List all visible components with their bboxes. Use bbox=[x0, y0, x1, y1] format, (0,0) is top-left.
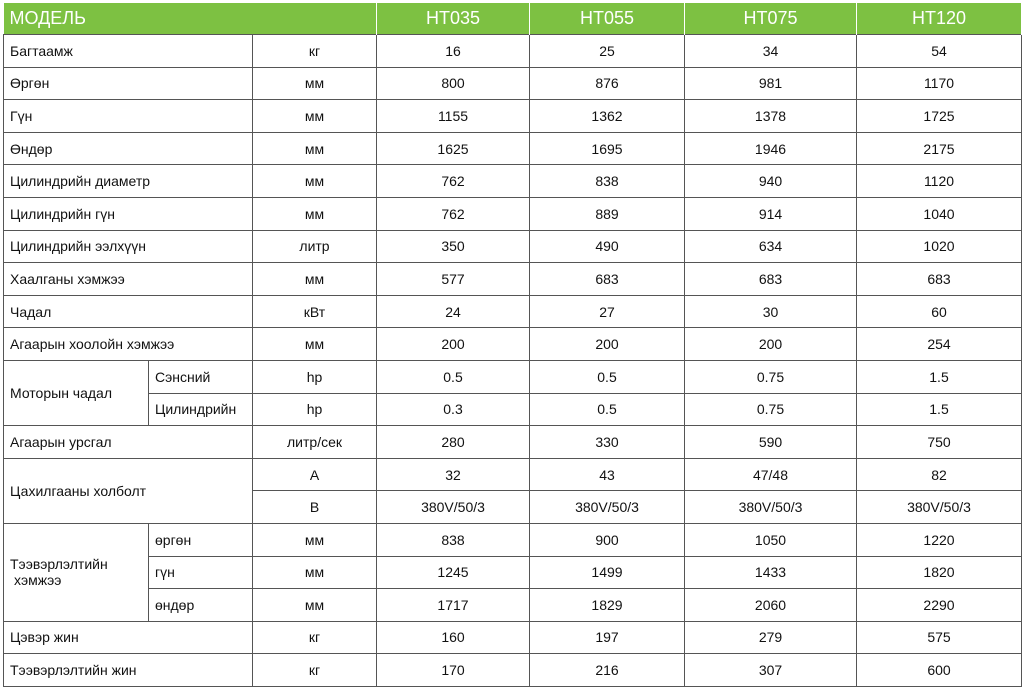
row-label: Агаарын хоолойн хэмжээ bbox=[4, 328, 253, 361]
value-cell: 16 bbox=[377, 35, 530, 68]
header-row bbox=[4, 3, 1022, 35]
motor-label: Моторын чадал bbox=[4, 360, 149, 425]
row-label: Цэвэр жин bbox=[4, 621, 253, 654]
unit-cell: кг bbox=[253, 35, 377, 68]
unit-cell: B bbox=[253, 491, 377, 524]
unit-cell: мм bbox=[253, 197, 377, 230]
value-cell: 27 bbox=[530, 295, 685, 328]
value-cell: 762 bbox=[377, 197, 530, 230]
value-cell: 350 bbox=[377, 230, 530, 263]
value-cell: 2060 bbox=[685, 589, 857, 622]
value-cell: 1433 bbox=[685, 556, 857, 589]
value-cell: 1820 bbox=[857, 556, 1022, 589]
packaging-label bbox=[4, 523, 149, 621]
row-label: Цилиндрийн диаметр bbox=[4, 165, 253, 198]
value-cell: 838 bbox=[377, 523, 530, 556]
value-cell: 200 bbox=[377, 328, 530, 361]
value-cell: 1170 bbox=[857, 67, 1022, 100]
value-cell: 279 bbox=[685, 621, 857, 654]
value-cell: 1717 bbox=[377, 589, 530, 622]
value-cell: 876 bbox=[530, 67, 685, 100]
table-row bbox=[4, 654, 1022, 687]
value-cell: 47/48 bbox=[685, 458, 857, 491]
unit-cell: hp bbox=[253, 393, 377, 426]
row-label: Багтаамж bbox=[4, 35, 253, 68]
value-cell: 54 bbox=[857, 35, 1022, 68]
table-row bbox=[4, 165, 1022, 198]
packaging-label-line2: хэмжээ bbox=[14, 572, 62, 589]
value-cell: 1040 bbox=[857, 197, 1022, 230]
value-cell: 160 bbox=[377, 621, 530, 654]
value-cell: 43 bbox=[530, 458, 685, 491]
value-cell: 2290 bbox=[857, 589, 1022, 622]
value-cell: 981 bbox=[685, 67, 857, 100]
row-label: Цилиндрийн гүн bbox=[4, 197, 253, 230]
unit-cell: мм bbox=[253, 67, 377, 100]
unit-cell: мм bbox=[253, 523, 377, 556]
table-row bbox=[4, 295, 1022, 328]
electric-row bbox=[4, 458, 1022, 491]
value-cell: 634 bbox=[685, 230, 857, 263]
sub-label: өндөр bbox=[149, 589, 253, 622]
value-cell: 254 bbox=[857, 328, 1022, 361]
table-row bbox=[4, 100, 1022, 133]
value-cell: 750 bbox=[857, 426, 1022, 459]
value-cell: 800 bbox=[377, 67, 530, 100]
row-label: Цилиндрийн ээлхүүн bbox=[4, 230, 253, 263]
value-cell: 0.75 bbox=[685, 360, 857, 393]
sub-label: Сэнсний bbox=[149, 360, 253, 393]
value-cell: 1362 bbox=[530, 100, 685, 133]
row-label: Хаалганы хэмжээ bbox=[4, 263, 253, 296]
value-cell: 590 bbox=[685, 426, 857, 459]
value-cell: 1120 bbox=[857, 165, 1022, 198]
value-cell: 1378 bbox=[685, 100, 857, 133]
value-cell: 1.5 bbox=[857, 360, 1022, 393]
table-row bbox=[4, 67, 1022, 100]
value-cell: 1220 bbox=[857, 523, 1022, 556]
model-ht120: HT120 bbox=[857, 3, 1022, 35]
unit-cell: литр bbox=[253, 230, 377, 263]
table-row bbox=[4, 197, 1022, 230]
value-cell: 683 bbox=[857, 263, 1022, 296]
value-cell: 280 bbox=[377, 426, 530, 459]
model-ht055: HT055 bbox=[530, 3, 685, 35]
value-cell: 575 bbox=[857, 621, 1022, 654]
value-cell: 0.3 bbox=[377, 393, 530, 426]
value-cell: 380V/50/3 bbox=[857, 491, 1022, 524]
model-ht035: HT035 bbox=[377, 3, 530, 35]
unit-cell: мм bbox=[253, 165, 377, 198]
packaging-row bbox=[4, 589, 1022, 622]
value-cell: 200 bbox=[530, 328, 685, 361]
airflow-row bbox=[4, 426, 1022, 459]
unit-cell: мм bbox=[253, 589, 377, 622]
row-label: Өндөр bbox=[4, 132, 253, 165]
value-cell: 1050 bbox=[685, 523, 857, 556]
value-cell: 1155 bbox=[377, 100, 530, 133]
row-label: Чадал bbox=[4, 295, 253, 328]
unit-cell: мм bbox=[253, 328, 377, 361]
unit-cell: мм bbox=[253, 556, 377, 589]
row-label: Өргөн bbox=[4, 67, 253, 100]
row-label: Тээвэрлэлтийн жин bbox=[4, 654, 253, 687]
electric-label: Цахилгааны холболт bbox=[4, 458, 253, 523]
motor-row bbox=[4, 360, 1022, 393]
value-cell: 200 bbox=[685, 328, 857, 361]
sub-label: өргөн bbox=[149, 523, 253, 556]
value-cell: 25 bbox=[530, 35, 685, 68]
unit-cell: мм bbox=[253, 263, 377, 296]
table-row bbox=[4, 328, 1022, 361]
value-cell: 1829 bbox=[530, 589, 685, 622]
value-cell: 2175 bbox=[857, 132, 1022, 165]
model-ht075: HT075 bbox=[685, 3, 857, 35]
table-row bbox=[4, 263, 1022, 296]
value-cell: 600 bbox=[857, 654, 1022, 687]
value-cell: 0.75 bbox=[685, 393, 857, 426]
sub-label: Цилиндрийн bbox=[149, 393, 253, 426]
unit-cell: кВт bbox=[253, 295, 377, 328]
value-cell: 762 bbox=[377, 165, 530, 198]
value-cell: 838 bbox=[530, 165, 685, 198]
value-cell: 0.5 bbox=[377, 360, 530, 393]
value-cell: 1020 bbox=[857, 230, 1022, 263]
value-cell: 1.5 bbox=[857, 393, 1022, 426]
value-cell: 1245 bbox=[377, 556, 530, 589]
value-cell: 307 bbox=[685, 654, 857, 687]
value-cell: 1499 bbox=[530, 556, 685, 589]
value-cell: 24 bbox=[377, 295, 530, 328]
value-cell: 1625 bbox=[377, 132, 530, 165]
value-cell: 577 bbox=[377, 263, 530, 296]
value-cell: 32 bbox=[377, 458, 530, 491]
table-row bbox=[4, 35, 1022, 68]
packaging-label-line1: Тээвэрлэлтийн bbox=[10, 556, 108, 573]
value-cell: 170 bbox=[377, 654, 530, 687]
unit-cell: литр/сек bbox=[253, 426, 377, 459]
model-header: МОДЕЛЬ bbox=[4, 3, 377, 35]
row-label: Агаарын урсгал bbox=[4, 426, 253, 459]
value-cell: 60 bbox=[857, 295, 1022, 328]
value-cell: 1725 bbox=[857, 100, 1022, 133]
unit-cell: hp bbox=[253, 360, 377, 393]
value-cell: 380V/50/3 bbox=[685, 491, 857, 524]
value-cell: 940 bbox=[685, 165, 857, 198]
value-cell: 216 bbox=[530, 654, 685, 687]
value-cell: 197 bbox=[530, 621, 685, 654]
value-cell: 30 bbox=[685, 295, 857, 328]
value-cell: 34 bbox=[685, 35, 857, 68]
row-label: Гүн bbox=[4, 100, 253, 133]
value-cell: 914 bbox=[685, 197, 857, 230]
unit-cell: мм bbox=[253, 100, 377, 133]
value-cell: 1946 bbox=[685, 132, 857, 165]
value-cell: 490 bbox=[530, 230, 685, 263]
value-cell: 330 bbox=[530, 426, 685, 459]
unit-cell: A bbox=[253, 458, 377, 491]
motor-row bbox=[4, 393, 1022, 426]
unit-cell: кг bbox=[253, 621, 377, 654]
unit-cell: кг bbox=[253, 654, 377, 687]
value-cell: 1695 bbox=[530, 132, 685, 165]
table-row bbox=[4, 132, 1022, 165]
value-cell: 82 bbox=[857, 458, 1022, 491]
value-cell: 683 bbox=[685, 263, 857, 296]
packaging-row bbox=[4, 556, 1022, 589]
value-cell: 900 bbox=[530, 523, 685, 556]
value-cell: 0.5 bbox=[530, 393, 685, 426]
value-cell: 380V/50/3 bbox=[377, 491, 530, 524]
value-cell: 380V/50/3 bbox=[530, 491, 685, 524]
packaging-row bbox=[4, 523, 1022, 556]
value-cell: 889 bbox=[530, 197, 685, 230]
sub-label: гүн bbox=[149, 556, 253, 589]
table-row bbox=[4, 230, 1022, 263]
value-cell: 683 bbox=[530, 263, 685, 296]
spec-table bbox=[3, 3, 1022, 687]
unit-cell: мм bbox=[253, 132, 377, 165]
value-cell: 0.5 bbox=[530, 360, 685, 393]
table-row bbox=[4, 621, 1022, 654]
